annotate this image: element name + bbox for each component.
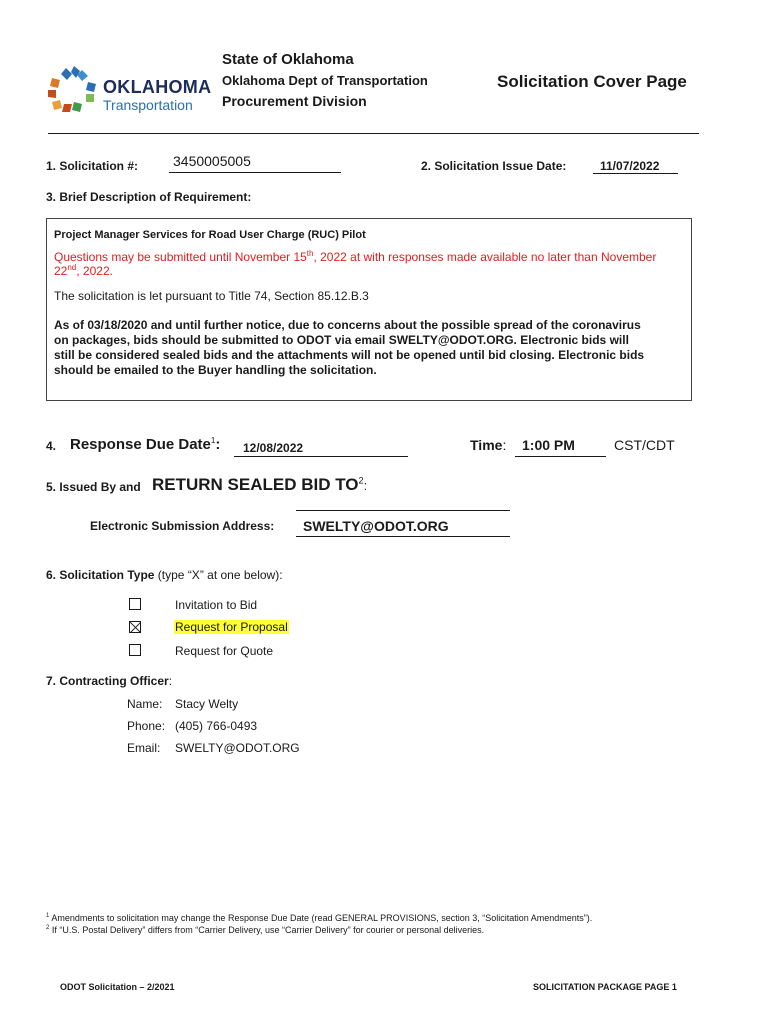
response-time-field[interactable] [515, 437, 606, 457]
project-title: Project Manager Services for Road User Charge (RUC) Pilot [54, 229, 366, 241]
solicitation-type-label: 6. Solicitation Type (type “X” at one below): [46, 568, 283, 582]
division-name: Procurement Division [222, 93, 367, 109]
solicitation-number-label: 1. Solicitation #: [46, 159, 139, 173]
submission-address-field[interactable] [296, 518, 510, 537]
return-address-line [296, 510, 510, 511]
state-name: State of Oklahoma [222, 51, 354, 68]
response-time-value: 1:00 PM [522, 437, 575, 453]
header-divider [48, 133, 699, 134]
request-for-proposal-checkbox[interactable] [129, 621, 141, 633]
questions-note: Questions may be submitted until November 15th, 2022 at with responses made available no later than November 22nd, 2022. [54, 249, 657, 278]
submission-address-label: Electronic Submission Address: [90, 519, 275, 533]
odot-logo-mark-icon [46, 64, 102, 114]
contracting-officer-label: 7. Contracting Officer: [46, 674, 173, 688]
footnotes [46, 912, 706, 936]
response-due-date-value: 12/08/2022 [243, 441, 304, 455]
officer-name: Stacy Welty [175, 697, 239, 711]
logo-subtitle: Transportation [103, 97, 193, 113]
issue-date-value: 11/07/2022 [600, 159, 660, 173]
solicitation-number-value: 3450005005 [173, 153, 251, 169]
brief-description-label: 3. Brief Description of Requirement: [46, 190, 252, 204]
footnote-2: $^2$ If “U.S. Postal Delivery” differs from “Carrier Delivery, use “Carrier Delivery” for courier or personal deliveries. [46, 925, 485, 935]
logo-wordmark: OKLAHOMA [103, 77, 212, 97]
time-zone: CST/CDT [614, 437, 675, 453]
issue-date-label: 2. Solicitation Issue Date: [421, 159, 567, 173]
issue-date-field[interactable] [593, 157, 678, 174]
page-title: Solicitation Cover Page [497, 72, 687, 91]
officer-name-label: Name: [127, 697, 163, 711]
request-for-quote-checkbox[interactable] [129, 644, 141, 656]
issued-by-label: 5. Issued By and [46, 480, 141, 494]
request-for-quote-label: Request for Quote [175, 644, 274, 658]
footer-form-id: ODOT Solicitation – 2/2021 [60, 982, 175, 992]
officer-phone: (405) 766-0493 [175, 719, 258, 733]
submission-address-value: SWELTY@ODOT.ORG [303, 518, 449, 534]
response-due-date-field[interactable] [234, 440, 408, 457]
response-due-label: Response Due Date$^1$: [70, 436, 221, 453]
solicitation-number-field[interactable] [169, 153, 341, 173]
footnote-1: $^1$ Amendments to solicitation may change the Response Due Date (read GENERAL PROVISIONS, section 3, “Solicitation Amendments”). [46, 913, 593, 923]
officer-email-label: Email: [127, 741, 161, 755]
footer-page-number: SOLICITATION PACKAGE PAGE 1 [533, 982, 677, 992]
request-for-proposal-label: Request for Proposal [175, 620, 288, 634]
officer-email[interactable]: SWELTY@ODOT.ORG [175, 741, 300, 755]
response-due-number: 4. [46, 439, 57, 453]
covid-notice: As of 03/18/2020 and until further notice, due to concerns about the possible spread of the coronavirus on packages, bids should be submitted to ODOT via email SWELTY@ODOT.ORG. Electronic bids will still be considered sealed bids and the attachments will not be opened until bid closing. Electronic bids should be emailed to the Buyer handling the solicitation. [54, 318, 645, 377]
return-sealed-bid-label: RETURN SEALED BID $TO^2$: [152, 475, 368, 494]
officer-phone-label: Phone: [127, 719, 166, 733]
invitation-to-bid-checkbox[interactable] [129, 598, 141, 610]
statute-note: The solicitation is let pursuant to Title 74, Section 85.12.B.3 [54, 289, 369, 303]
time-label: Time: [470, 437, 507, 453]
dept-name: Oklahoma Dept of Transportation [222, 73, 428, 88]
invitation-to-bid-label: Invitation to Bid [175, 598, 258, 612]
